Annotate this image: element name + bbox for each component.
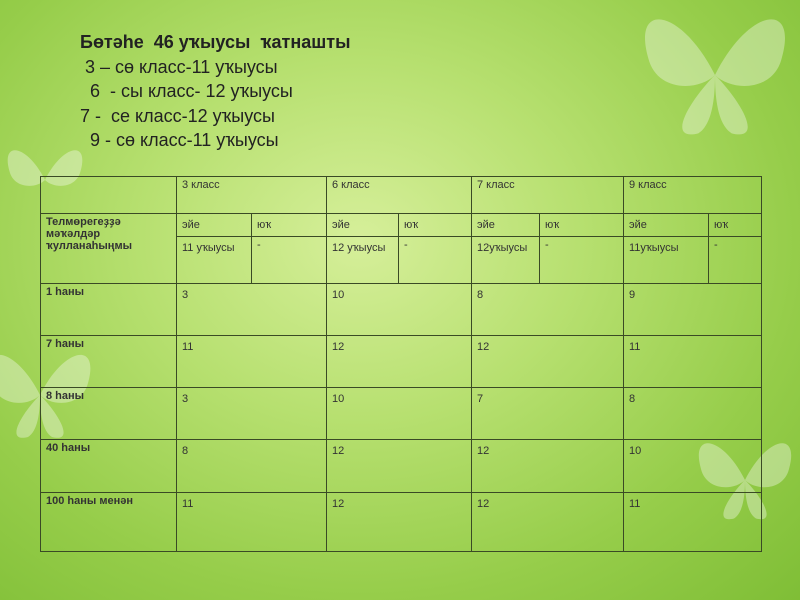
row100-value-9: 11: [624, 492, 762, 551]
survey-table: [40, 176, 762, 552]
row7-value-3: 11: [177, 335, 327, 387]
class-header-6: 6 класс: [327, 177, 472, 214]
row8-value-7: 7: [472, 388, 624, 440]
yes-header-7: эйе: [472, 214, 540, 237]
row40-value-6: 12: [327, 440, 472, 492]
intro-line-9-class: 9 - сө класс-11 уҡыусы: [80, 130, 279, 150]
class-header-row: [41, 177, 762, 214]
row-label-1: 1 һаны: [41, 283, 177, 335]
usage-no-3: -: [252, 237, 327, 283]
row8-value-6: 10: [327, 388, 472, 440]
row40-value-3: 8: [177, 440, 327, 492]
table-row: [41, 388, 762, 440]
row8-value-9: 8: [624, 388, 762, 440]
table-row: [41, 283, 762, 335]
usage-no-7: -: [540, 237, 624, 283]
usage-yes-6: 12 уҡыусы: [327, 237, 399, 283]
no-header-6: юҡ: [399, 214, 472, 237]
intro-line-3-class: 3 – сө класс-11 уҡыусы: [80, 56, 278, 77]
usage-yes-7: 12уҡыусы: [472, 237, 540, 283]
row-label-100: 100 һаны менән: [41, 492, 177, 551]
no-header-7: юҡ: [540, 214, 624, 237]
row1-value-3: 3: [177, 283, 327, 335]
yes-header-3: эйе: [177, 214, 252, 237]
intro-text: [80, 30, 350, 153]
table-row: [41, 492, 762, 551]
row1-value-6: 10: [327, 283, 472, 335]
usage-yes-3: 11 уҡыусы: [177, 237, 252, 283]
row1-value-7: 8: [472, 283, 624, 335]
intro-title: Бөтәһе 46 уҡыусы ҡатнашты: [80, 32, 351, 52]
row40-value-9: 10: [624, 440, 762, 492]
intro-line-7-class: 7 - се класс-12 уҡыусы: [80, 105, 275, 126]
class-header-7: 7 класс: [472, 177, 624, 214]
no-header-9: юҡ: [709, 214, 762, 237]
yes-header-9: эйе: [624, 214, 709, 237]
class-header-3: 3 класс: [177, 177, 327, 214]
row7-value-9: 11: [624, 335, 762, 387]
intro-line-6-class: 6 - сы класс- 12 уҡыусы: [80, 81, 293, 101]
table-row: [41, 440, 762, 492]
no-header-3: юҡ: [252, 214, 327, 237]
yes-no-header-row: [41, 214, 762, 237]
butterfly-decoration-top-right: [630, 0, 800, 150]
row1-value-9: 9: [624, 283, 762, 335]
usage-yes-9: 11уҡыусы: [624, 237, 709, 283]
yes-header-6: эйе: [327, 214, 399, 237]
row40-value-7: 12: [472, 440, 624, 492]
row-label-8: 8 һаны: [41, 388, 177, 440]
row100-value-6: 12: [327, 492, 472, 551]
row-label-40: 40 һаны: [41, 440, 177, 492]
row100-value-7: 12: [472, 492, 624, 551]
header-empty-cell: [41, 177, 177, 214]
usage-question-label: Телмөрегеҙҙә мәҡәлдәр ҡулланаһыңмы: [41, 214, 177, 283]
row7-value-6: 12: [327, 335, 472, 387]
table-row: [41, 335, 762, 387]
row100-value-3: 11: [177, 492, 327, 551]
row7-value-7: 12: [472, 335, 624, 387]
usage-no-9: -: [709, 237, 762, 283]
row8-value-3: 3: [177, 388, 327, 440]
row-label-7: 7 һаны: [41, 335, 177, 387]
class-header-9: 9 класс: [624, 177, 762, 214]
usage-no-6: -: [399, 237, 472, 283]
